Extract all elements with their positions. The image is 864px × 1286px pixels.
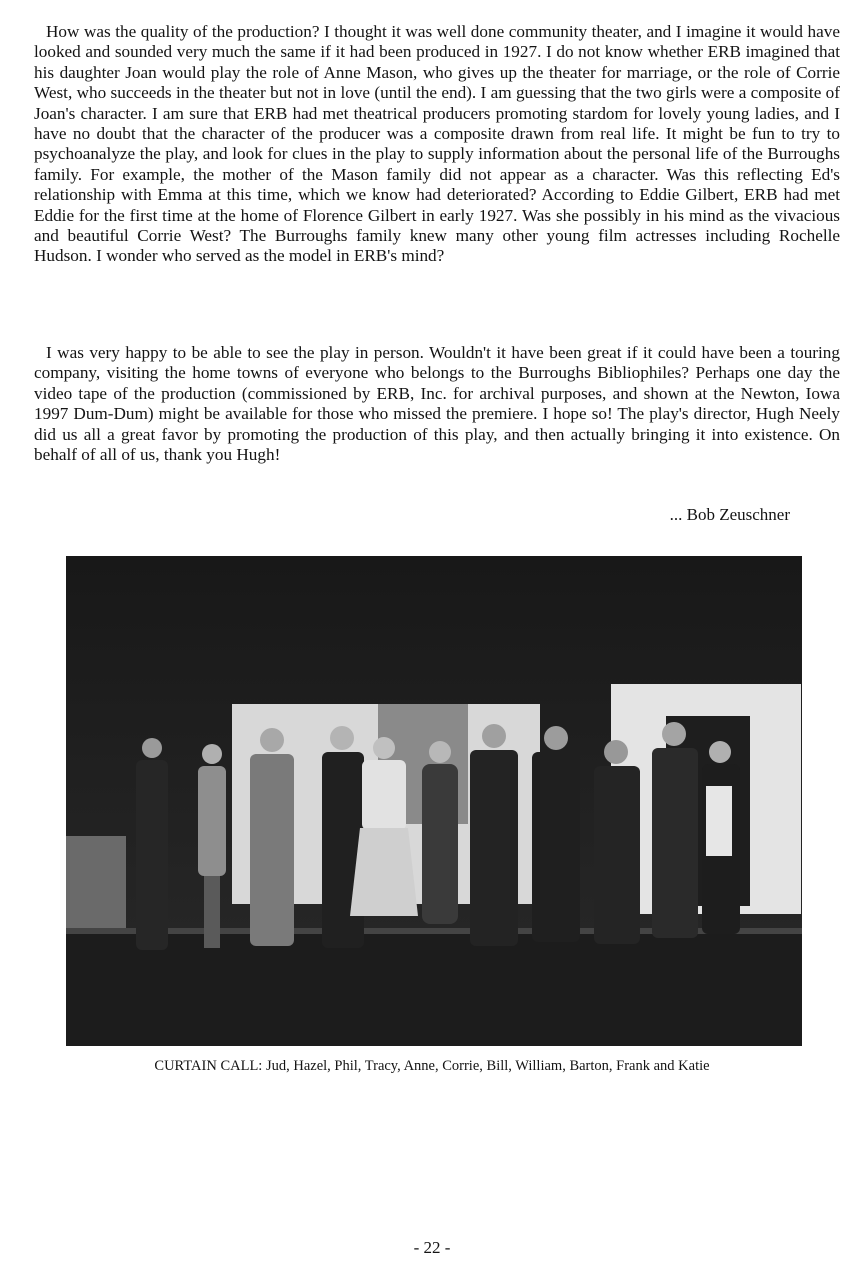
cast-member-barton (594, 740, 640, 944)
cast-member-corrie (422, 741, 458, 924)
author-signature: ... Bob Zeuschner (669, 505, 790, 524)
article-paragraph-1: How was the quality of the production? I thought it was well done community theater, and I imagine it would have looked and sounded very much the same if it had been produced in 1927. I do not know whether ERB imagined that his daughter Joan would play the role of Anne Mason, who gives up the theater for marriage, or the role of Corrie West, who succeeds in the theater but not in love (until the end). I am guessing that the two girls were a composite of Joan's character. I am sure that ERB had met theatrical producers promoting stardom for lovely young ladies, and I have no doubt that the character of the producer was a composite drawn from real life. It might be fun to try to psychoanalyze the play, and look for clues in the play to supply information about the personal life of the Burroughs family. For example, the mother of the Mason family did not appear as a character. Was this reflecting Ed's relationship with Emma at this time, which we know had deteriorated? According to Eddie Gilbert, ERB had met Eddie for the first time at the home of Florence Gilbert in early 1927. Was she possibly in his mind as the vivacious and beautiful Corrie West? The Burroughs family knew many other young film actresses including Rochelle Hudson. I wonder who served as the model in ERB's mind? (34, 22, 840, 266)
page-number: - 22 - (413, 1238, 451, 1257)
cast-member-jud (136, 738, 168, 950)
cast-member-bill (470, 724, 518, 946)
cast-member-phil (250, 728, 294, 946)
cast-member-william (532, 726, 580, 942)
photo-caption: CURTAIN CALL: Jud, Hazel, Phil, Tracy, Anne, Corrie, Bill, William, Barton, Frank and Katie (154, 1058, 710, 1074)
cast-member-frank (652, 722, 698, 938)
cast-photo-illustration (66, 556, 802, 1046)
stage-floor (66, 928, 802, 1046)
article-paragraph-2: I was very happy to be able to see the play in person. Wouldn't it have been great if it could have been a touring company, visiting the home towns of everyone who belongs to the Burroughs Bibliophiles? Perhaps one day the video tape of the production (commissioned by ERB, Inc. for archival purposes, and shown at the Newton, Iowa 1997 Dum-Dum) might be available for those who missed the premiere. I hope so! The play's director, Hugh Neely did us all a great favor by promoting the production of this play, and then actually bringing it into existence. On behalf of all of us, thank you Hugh! (34, 343, 840, 465)
cast-photo (66, 556, 802, 1046)
cast-member-katie (702, 741, 740, 934)
